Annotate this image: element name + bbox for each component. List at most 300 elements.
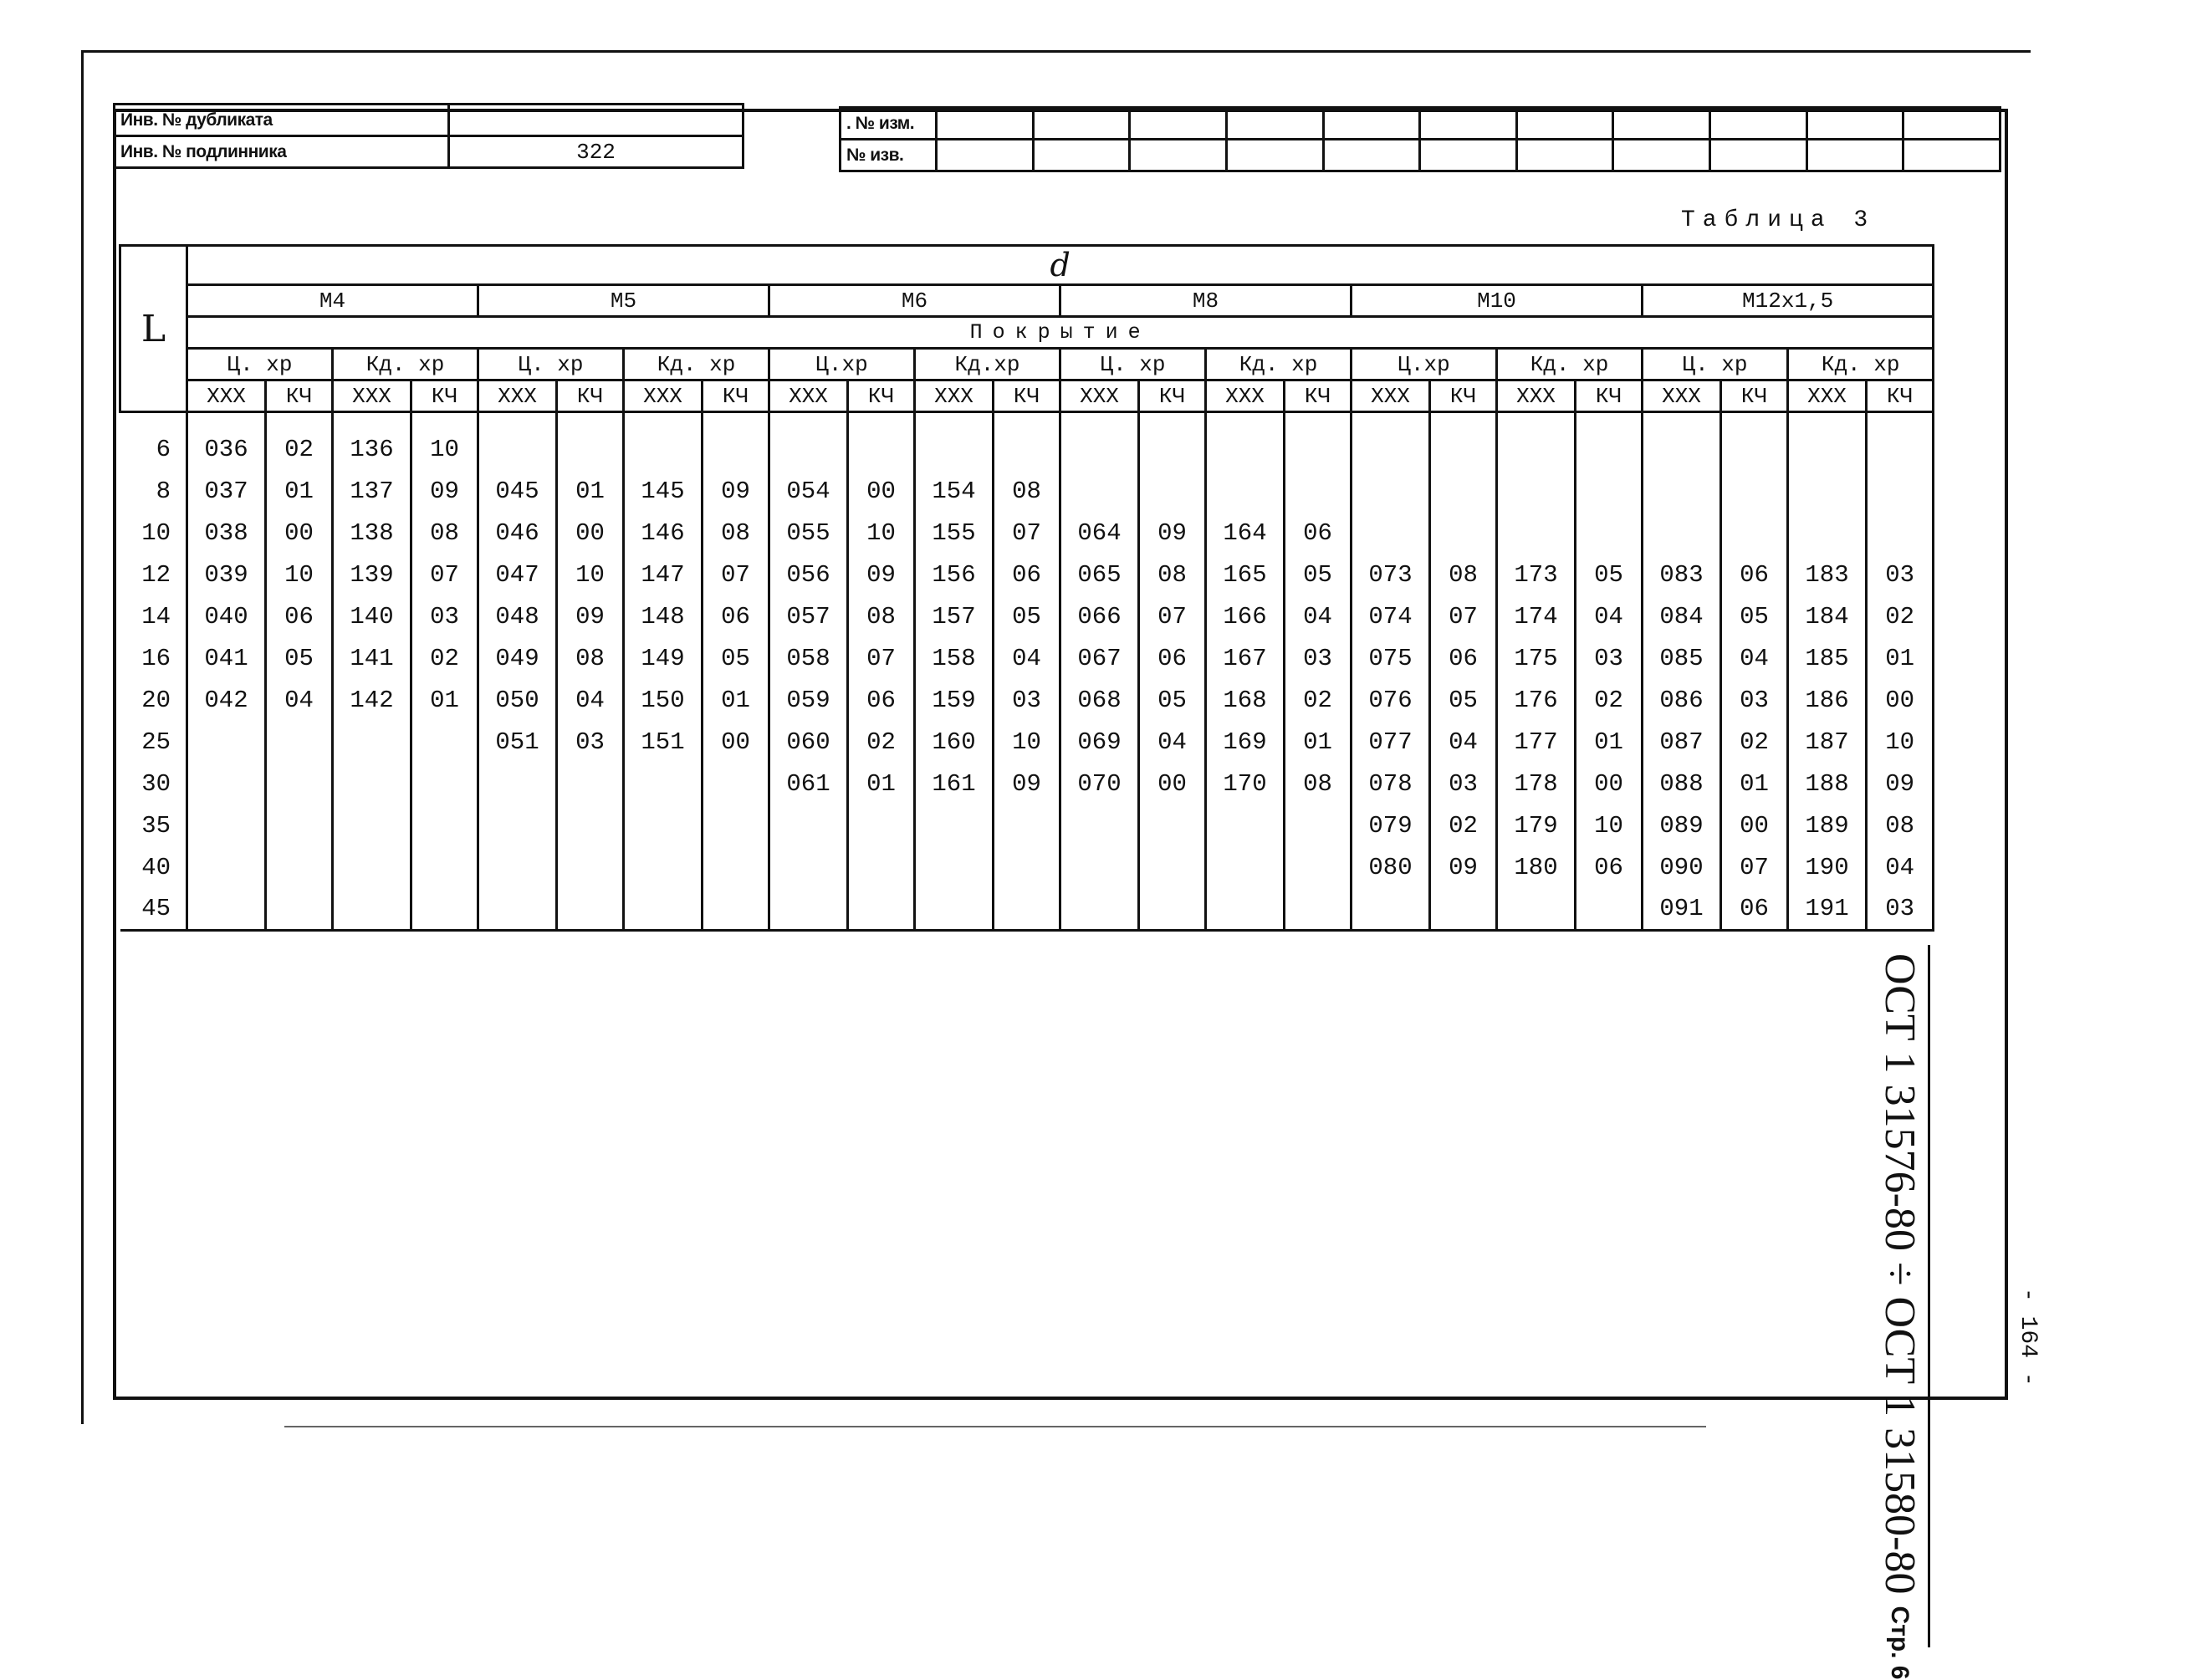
revision-cell xyxy=(1226,108,1323,140)
size-header: М12х1,5 xyxy=(1643,285,1934,317)
kch-code xyxy=(266,889,333,931)
kch-code xyxy=(1430,889,1497,931)
designation-code xyxy=(478,429,557,471)
kch-code: 04 xyxy=(994,638,1060,680)
kch-code: 05 xyxy=(1285,554,1352,596)
designation-code xyxy=(1497,429,1576,471)
designation-code: 156 xyxy=(915,554,994,596)
designation-code: 083 xyxy=(1643,554,1721,596)
designation-code: 086 xyxy=(1643,680,1721,722)
designation-code xyxy=(1206,429,1285,471)
designation-code: 090 xyxy=(1643,847,1721,889)
designation-code: 186 xyxy=(1788,680,1867,722)
revision-cell xyxy=(937,140,1034,171)
code-subheader: ХХХ xyxy=(1643,380,1721,412)
revision-cell xyxy=(1420,140,1517,171)
kch-code: 09 xyxy=(411,471,478,513)
kch-code: 01 xyxy=(411,680,478,722)
kch-code xyxy=(848,429,915,471)
designation-code xyxy=(915,889,994,931)
kch-code: 04 xyxy=(266,680,333,722)
designation-code xyxy=(478,889,557,931)
designation-code: 140 xyxy=(333,596,411,638)
spacer-cell xyxy=(994,412,1060,429)
kch-code xyxy=(1285,429,1352,471)
kch-code: 02 xyxy=(1430,805,1497,847)
code-subheader: ХХХ xyxy=(624,380,703,412)
kch-subheader: КЧ xyxy=(557,380,624,412)
spacer-row xyxy=(120,412,1934,429)
kch-code: 06 xyxy=(266,596,333,638)
designation-code: 036 xyxy=(187,429,266,471)
kch-code: 09 xyxy=(1867,763,1934,805)
kch-code: 02 xyxy=(848,722,915,763)
designation-code: 089 xyxy=(1643,805,1721,847)
designation-code xyxy=(1060,429,1139,471)
designation-code: 073 xyxy=(1352,554,1430,596)
kch-subheader: КЧ xyxy=(1721,380,1788,412)
designation-code xyxy=(1060,805,1139,847)
kch-code xyxy=(1285,805,1352,847)
designation-code xyxy=(1352,889,1430,931)
kch-code: 08 xyxy=(557,638,624,680)
kch-code: 01 xyxy=(703,680,769,722)
designation-code: 065 xyxy=(1060,554,1139,596)
table-row xyxy=(120,429,1934,471)
length-value: 8 xyxy=(120,471,187,513)
kch-code xyxy=(1576,889,1643,931)
coating-type-header: Ц.хр xyxy=(769,349,915,380)
designation-code: 151 xyxy=(624,722,703,763)
kch-code xyxy=(557,763,624,805)
revision-cell xyxy=(937,108,1034,140)
designation-code: 169 xyxy=(1206,722,1285,763)
kch-code: 07 xyxy=(1430,596,1497,638)
kch-code xyxy=(411,805,478,847)
kch-code xyxy=(411,889,478,931)
kch-code: 10 xyxy=(1576,805,1643,847)
kch-code: 06 xyxy=(703,596,769,638)
designation-code xyxy=(915,847,994,889)
designation-code: 184 xyxy=(1788,596,1867,638)
spacer-cell xyxy=(1576,412,1643,429)
designation-code: 165 xyxy=(1206,554,1285,596)
designation-code xyxy=(1206,889,1285,931)
designation-code: 147 xyxy=(624,554,703,596)
coating-type-header: Кд. хр xyxy=(1788,349,1934,380)
designation-code xyxy=(187,763,266,805)
revision-cell xyxy=(1613,140,1710,171)
kch-code: 03 xyxy=(1867,554,1934,596)
designation-code xyxy=(624,763,703,805)
kch-code xyxy=(557,429,624,471)
designation-code: 037 xyxy=(187,471,266,513)
kch-code: 06 xyxy=(1430,638,1497,680)
kch-code: 06 xyxy=(1139,638,1206,680)
kch-code xyxy=(1576,513,1643,554)
kch-code xyxy=(1721,471,1788,513)
table-row xyxy=(120,847,1934,889)
revision-cell xyxy=(1033,140,1130,171)
designation-code xyxy=(1352,513,1430,554)
designation-code: 137 xyxy=(333,471,411,513)
designation-code: 040 xyxy=(187,596,266,638)
designation-code xyxy=(1060,471,1139,513)
spacer-cell xyxy=(1139,412,1206,429)
spacer-cell xyxy=(1788,412,1867,429)
spacer-cell xyxy=(266,412,333,429)
designation-code: 167 xyxy=(1206,638,1285,680)
kch-code xyxy=(703,805,769,847)
kch-code: 09 xyxy=(1430,847,1497,889)
code-subheader: ХХХ xyxy=(1352,380,1430,412)
designation-code xyxy=(478,847,557,889)
kch-code xyxy=(1430,513,1497,554)
kch-code xyxy=(1285,889,1352,931)
coating-type-header: Ц. хр xyxy=(1060,349,1206,380)
kch-code xyxy=(266,805,333,847)
kch-code: 01 xyxy=(1285,722,1352,763)
designation-code: 188 xyxy=(1788,763,1867,805)
spacer-cell xyxy=(1643,412,1721,429)
designation-code: 173 xyxy=(1497,554,1576,596)
designation-code: 058 xyxy=(769,638,848,680)
kch-code: 05 xyxy=(994,596,1060,638)
designation-code xyxy=(333,722,411,763)
kch-subheader: КЧ xyxy=(1867,380,1934,412)
designation-code: 191 xyxy=(1788,889,1867,931)
table-row xyxy=(120,722,1934,763)
designation-code: 175 xyxy=(1497,638,1576,680)
kch-code: 10 xyxy=(994,722,1060,763)
revision-cell xyxy=(1806,140,1903,171)
kch-code xyxy=(848,847,915,889)
kch-code: 03 xyxy=(1576,638,1643,680)
kch-code: 00 xyxy=(703,722,769,763)
kch-code: 06 xyxy=(1576,847,1643,889)
designation-code xyxy=(333,889,411,931)
spacer-cell xyxy=(120,412,187,429)
designation-code xyxy=(1643,471,1721,513)
designation-code: 059 xyxy=(769,680,848,722)
kch-code xyxy=(1139,847,1206,889)
table-row xyxy=(120,471,1934,513)
kch-code: 09 xyxy=(994,763,1060,805)
designation-code xyxy=(1206,805,1285,847)
revision-cell xyxy=(1516,108,1613,140)
kch-code: 03 xyxy=(557,722,624,763)
designation-code: 047 xyxy=(478,554,557,596)
diameter-header: d xyxy=(187,246,1934,285)
kch-subheader: КЧ xyxy=(1285,380,1352,412)
kch-code xyxy=(557,805,624,847)
designation-code: 054 xyxy=(769,471,848,513)
kch-code: 01 xyxy=(848,763,915,805)
spacer-cell xyxy=(769,412,848,429)
kch-code xyxy=(1867,513,1934,554)
designation-code: 150 xyxy=(624,680,703,722)
table-title: Таблица 3 xyxy=(1681,207,1876,233)
designation-code xyxy=(624,429,703,471)
designation-code: 079 xyxy=(1352,805,1430,847)
kch-code xyxy=(1430,471,1497,513)
kch-code xyxy=(703,763,769,805)
kch-code: 03 xyxy=(1721,680,1788,722)
kch-code: 05 xyxy=(1430,680,1497,722)
revision-cell xyxy=(1613,108,1710,140)
designation-code xyxy=(1352,429,1430,471)
kch-code: 00 xyxy=(266,513,333,554)
kch-code xyxy=(1867,471,1934,513)
designation-code: 061 xyxy=(769,763,848,805)
table-row xyxy=(120,596,1934,638)
kch-code: 06 xyxy=(1721,554,1788,596)
table-row xyxy=(120,638,1934,680)
designation-code: 038 xyxy=(187,513,266,554)
designation-code: 056 xyxy=(769,554,848,596)
designation-code xyxy=(769,847,848,889)
designation-code: 160 xyxy=(915,722,994,763)
kch-code xyxy=(1139,889,1206,931)
designation-code: 060 xyxy=(769,722,848,763)
spacer-cell xyxy=(333,412,411,429)
designation-code: 075 xyxy=(1352,638,1430,680)
standard-designation: ОСТ 1 31576-80 ÷ ОСТ 1 31580-80 xyxy=(1876,953,1924,1595)
length-value: 45 xyxy=(120,889,187,931)
kch-code: 06 xyxy=(994,554,1060,596)
kch-subheader: КЧ xyxy=(411,380,478,412)
revision-stamp xyxy=(839,106,2001,172)
kch-code xyxy=(411,763,478,805)
table-row xyxy=(120,805,1934,847)
designation-code: 170 xyxy=(1206,763,1285,805)
kch-code: 01 xyxy=(1867,638,1934,680)
kch-code xyxy=(266,722,333,763)
spacer-cell xyxy=(1206,412,1285,429)
kch-code: 06 xyxy=(848,680,915,722)
designation-code: 078 xyxy=(1352,763,1430,805)
table-row xyxy=(120,513,1934,554)
designation-code: 159 xyxy=(915,680,994,722)
kch-code: 01 xyxy=(266,471,333,513)
designation-code: 077 xyxy=(1352,722,1430,763)
kch-code xyxy=(1576,429,1643,471)
coating-header: Покрытие xyxy=(187,317,1934,349)
coating-type-header: Кд. хр xyxy=(1206,349,1352,380)
designation-code: 187 xyxy=(1788,722,1867,763)
kch-code: 05 xyxy=(266,638,333,680)
designation-code: 157 xyxy=(915,596,994,638)
designation-code xyxy=(624,847,703,889)
designation-code xyxy=(1643,429,1721,471)
kch-code xyxy=(411,722,478,763)
designation-code: 189 xyxy=(1788,805,1867,847)
designation-code: 070 xyxy=(1060,763,1139,805)
kch-code xyxy=(1285,847,1352,889)
kch-subheader: КЧ xyxy=(1139,380,1206,412)
size-header: М6 xyxy=(769,285,1060,317)
revision-cell xyxy=(1033,108,1130,140)
designation-code xyxy=(1788,513,1867,554)
kch-subheader: КЧ xyxy=(1430,380,1497,412)
designation-code: 179 xyxy=(1497,805,1576,847)
designation-code xyxy=(624,805,703,847)
kch-code xyxy=(557,889,624,931)
designation-code xyxy=(1643,513,1721,554)
kch-code: 04 xyxy=(1721,638,1788,680)
designation-code: 190 xyxy=(1788,847,1867,889)
designation-code: 085 xyxy=(1643,638,1721,680)
kch-code: 02 xyxy=(1285,680,1352,722)
izm-label: . № изм. xyxy=(841,108,937,140)
kch-code: 00 xyxy=(557,513,624,554)
kch-code xyxy=(1721,513,1788,554)
kch-code: 01 xyxy=(1721,763,1788,805)
designation-code: 145 xyxy=(624,471,703,513)
revision-cell xyxy=(1710,108,1807,140)
code-subheader: ХХХ xyxy=(915,380,994,412)
length-value: 40 xyxy=(120,847,187,889)
kch-code: 06 xyxy=(1285,513,1352,554)
kch-code: 03 xyxy=(1285,638,1352,680)
designation-code xyxy=(1788,471,1867,513)
designation-code xyxy=(769,429,848,471)
spacer-cell xyxy=(557,412,624,429)
designation-code: 139 xyxy=(333,554,411,596)
kch-code: 10 xyxy=(557,554,624,596)
kch-code: 08 xyxy=(1285,763,1352,805)
spacer-cell xyxy=(915,412,994,429)
revision-cell xyxy=(1516,140,1613,171)
inv-duplicate-value xyxy=(449,105,743,136)
revision-cell xyxy=(1323,108,1420,140)
designation-code xyxy=(624,889,703,931)
spacer-cell xyxy=(1867,412,1934,429)
designation-code: 141 xyxy=(333,638,411,680)
length-value: 6 xyxy=(120,429,187,471)
designation-code xyxy=(333,805,411,847)
coating-type-header: Ц. хр xyxy=(478,349,624,380)
designation-code: 178 xyxy=(1497,763,1576,805)
kch-code xyxy=(266,847,333,889)
code-subheader: ХХХ xyxy=(187,380,266,412)
kch-code xyxy=(994,429,1060,471)
designation-code xyxy=(1060,847,1139,889)
designation-code: 148 xyxy=(624,596,703,638)
kch-code xyxy=(994,889,1060,931)
designation-code xyxy=(1060,889,1139,931)
length-value: 12 xyxy=(120,554,187,596)
spacer-cell xyxy=(1285,412,1352,429)
designation-code: 080 xyxy=(1352,847,1430,889)
kch-code: 01 xyxy=(557,471,624,513)
spacer-cell xyxy=(478,412,557,429)
designation-code: 146 xyxy=(624,513,703,554)
code-subheader: ХХХ xyxy=(478,380,557,412)
inventory-stamp xyxy=(113,103,744,169)
kch-code xyxy=(1139,471,1206,513)
kch-code: 04 xyxy=(1576,596,1643,638)
kch-code xyxy=(994,805,1060,847)
designation-code: 091 xyxy=(1643,889,1721,931)
kch-code: 04 xyxy=(1285,596,1352,638)
designation-code xyxy=(1206,847,1285,889)
revision-cell xyxy=(1130,108,1227,140)
designation-code: 046 xyxy=(478,513,557,554)
kch-code xyxy=(266,763,333,805)
designation-table xyxy=(119,244,1934,932)
code-subheader: ХХХ xyxy=(1060,380,1139,412)
kch-code: 02 xyxy=(1576,680,1643,722)
revision-cell xyxy=(1130,140,1227,171)
designation-code xyxy=(769,805,848,847)
revision-cell xyxy=(1903,108,2000,140)
kch-code: 05 xyxy=(703,638,769,680)
kch-code: 00 xyxy=(848,471,915,513)
designation-code xyxy=(769,889,848,931)
spacer-cell xyxy=(411,412,478,429)
revision-cell xyxy=(1806,108,1903,140)
designation-code: 166 xyxy=(1206,596,1285,638)
izv-label: № изв. xyxy=(841,140,937,171)
designation-code: 087 xyxy=(1643,722,1721,763)
kch-code: 09 xyxy=(703,471,769,513)
designation-code xyxy=(1497,471,1576,513)
kch-code: 09 xyxy=(1139,513,1206,554)
length-value: 25 xyxy=(120,722,187,763)
kch-code: 01 xyxy=(1576,722,1643,763)
kch-code: 02 xyxy=(411,638,478,680)
kch-code: 03 xyxy=(1867,889,1934,931)
kch-code xyxy=(557,847,624,889)
kch-code: 05 xyxy=(1721,596,1788,638)
kch-code: 10 xyxy=(848,513,915,554)
kch-code: 03 xyxy=(1430,763,1497,805)
size-header: М4 xyxy=(187,285,478,317)
kch-code xyxy=(848,805,915,847)
designation-code: 050 xyxy=(478,680,557,722)
coating-type-header: Кд. хр xyxy=(1497,349,1643,380)
kch-subheader: КЧ xyxy=(266,380,333,412)
length-value: 16 xyxy=(120,638,187,680)
revision-cell xyxy=(1903,140,2000,171)
spacer-cell xyxy=(1721,412,1788,429)
table-row xyxy=(120,554,1934,596)
kch-code: 08 xyxy=(1139,554,1206,596)
designation-code xyxy=(915,429,994,471)
designation-code: 049 xyxy=(478,638,557,680)
designation-code: 168 xyxy=(1206,680,1285,722)
designation-code: 068 xyxy=(1060,680,1139,722)
code-subheader: ХХХ xyxy=(1497,380,1576,412)
designation-code xyxy=(1206,471,1285,513)
kch-code: 09 xyxy=(848,554,915,596)
inv-original-label: Инв. № подлинника xyxy=(115,136,449,168)
kch-code: 04 xyxy=(557,680,624,722)
designation-code: 084 xyxy=(1643,596,1721,638)
kch-code: 09 xyxy=(557,596,624,638)
kch-code: 02 xyxy=(1721,722,1788,763)
designation-code: 136 xyxy=(333,429,411,471)
kch-code: 08 xyxy=(703,513,769,554)
designation-code: 066 xyxy=(1060,596,1139,638)
designation-code: 067 xyxy=(1060,638,1139,680)
code-subheader: ХХХ xyxy=(1206,380,1285,412)
kch-subheader: КЧ xyxy=(1576,380,1643,412)
table-row xyxy=(120,889,1934,931)
kch-code: 10 xyxy=(411,429,478,471)
designation-code xyxy=(187,722,266,763)
